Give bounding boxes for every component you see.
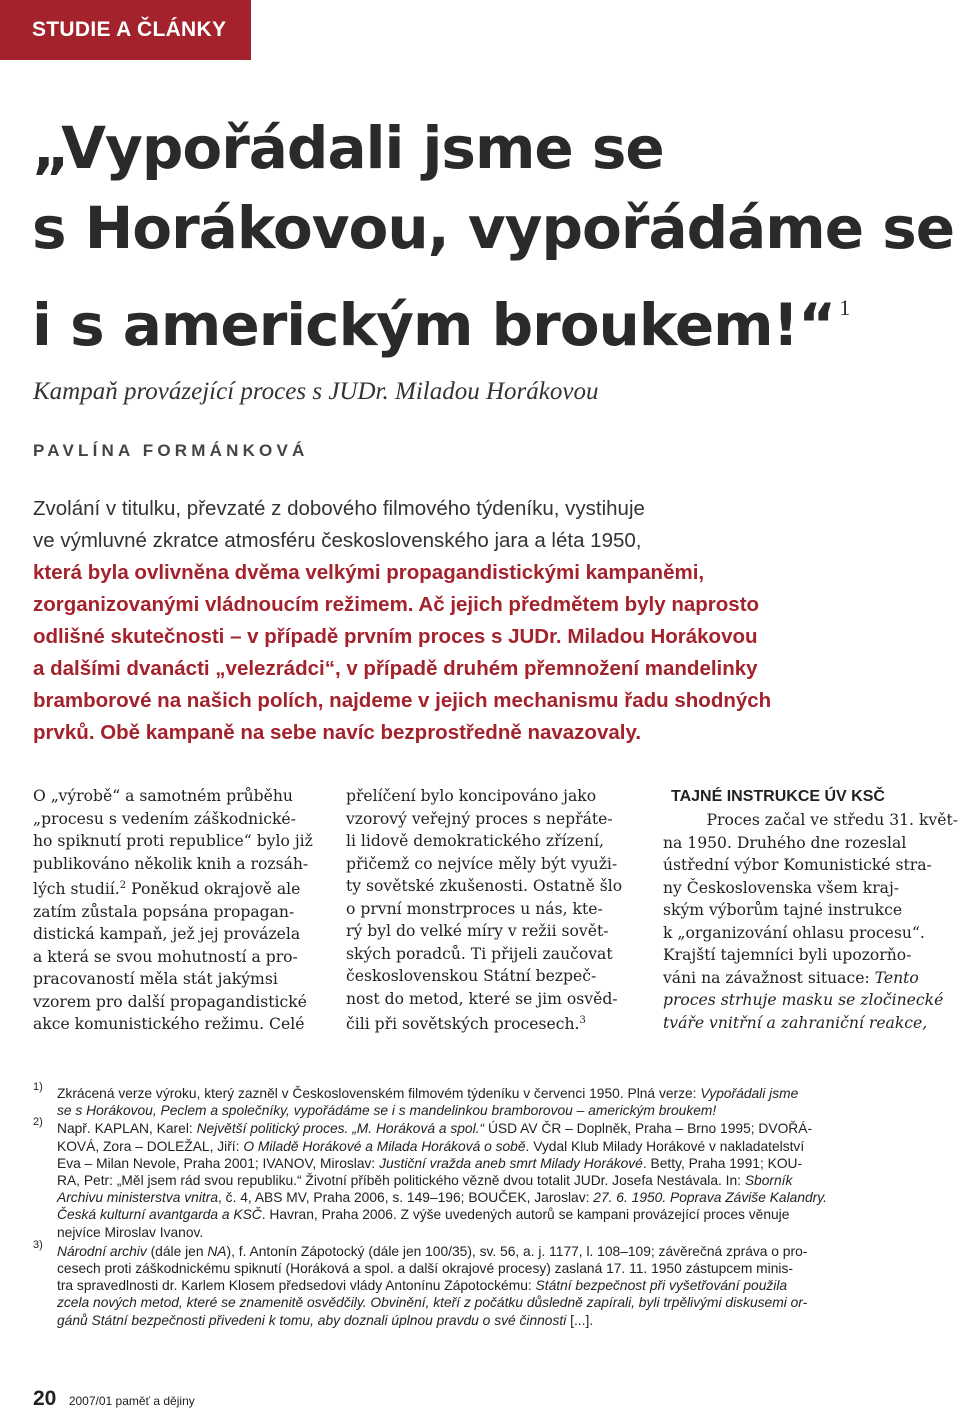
fn-italic: Justiční vražda aneb smrt Milady Horákové: [379, 1155, 643, 1171]
fn-text: Např. KAPLAN, Karel:: [57, 1121, 197, 1137]
col2-line: o první monstrproces u nás, kte-: [346, 899, 603, 918]
footnote-1: [33, 1081, 958, 1119]
fn-text: (dále jen: [146, 1243, 208, 1259]
footnote-ref-2: 2: [119, 880, 127, 891]
col1-line: vzorem pro další propagandistické: [33, 992, 307, 1011]
body-column-3: [663, 785, 958, 1034]
fn-italic: Vypořádali jsme: [700, 1086, 799, 1101]
col1-line: a která se svou mohutností a pro-: [33, 947, 298, 966]
footnote-ref-3: 3: [579, 1015, 586, 1026]
col3-line: ským výborům tajné instrukce: [663, 901, 903, 919]
col1-line: ho spiknutí proti republice“ bylo již: [33, 832, 313, 850]
lead-line: [33, 653, 933, 685]
title-line-1: „Vypořádali jsme se: [32, 114, 664, 182]
page-footer: [33, 1387, 195, 1411]
fn-italic: O Miladě Horákové a Milada Horáková o sobě: [243, 1138, 526, 1154]
col1-line: [33, 875, 331, 901]
col1-line: O „výrobě“ a samotném průběhu: [33, 787, 293, 805]
fn-italic: 27. 6. 1950. Poprava Záviše Kalandry.: [593, 1190, 827, 1206]
fn-text: nejvíce Miroslav Ivanov.: [57, 1224, 204, 1240]
section-heading: TAJNÉ INSTRUKCE ÚV KSČ: [671, 788, 885, 805]
lead-paragraph: [33, 493, 933, 749]
col2-line: nost do metod, které se jim osvěd-: [346, 989, 618, 1008]
col2-line: přičemž co nejvíce měly být využi-: [346, 854, 618, 873]
lead-line: [33, 621, 933, 653]
col3-line: [663, 1012, 958, 1035]
footnote-3: [33, 1238, 958, 1329]
footnote-2: [33, 1116, 958, 1240]
col3-line: k „organizování ohlasu procesu“.: [663, 923, 925, 942]
fn-text: KOVÁ, Zora – DOLEŽAL, Jiří:: [57, 1138, 244, 1154]
article-title: [32, 108, 955, 365]
col3-line: [663, 989, 958, 1012]
fn-text: ÚSD AV ČR – Doplněk, Praha – Brno 1995; DVOŘÁ-: [484, 1121, 813, 1137]
title-line-3-text: i s americkým broukem!“: [32, 291, 836, 359]
col3-text: váni na závažnost situace:: [663, 968, 875, 987]
fn-text: . Vydal Klub Milady Horákové v nakladatelství: [525, 1138, 805, 1154]
lead-line: [33, 525, 933, 557]
fn-text: Zkrácená verze výroku, který zazněl v Československém filmovém týdeníku v červenci 1950. Plná verze:: [57, 1086, 701, 1101]
lead-line: [33, 493, 933, 525]
col3-italic: Tento: [874, 968, 919, 987]
fn-italic: Archivu ministerstva vnitra: [57, 1190, 219, 1206]
col3-italic: proces strhuje masku se zločinecké: [663, 991, 944, 1009]
lead-text: a dalšími dvanácti „velezrádci“, v případě druhém přemnožení mandelinky: [33, 657, 758, 680]
footnotes: [33, 1081, 958, 1329]
article-subtitle: Kampaň provázející proces s JUDr. Miladou Horákovou: [33, 378, 599, 405]
title-line-3: [32, 268, 947, 365]
col1-line: distická kampaň, jež jej provázela: [33, 925, 301, 943]
col3-line: [663, 967, 958, 990]
fn-text: . Betty, Praha 1991; KOU-: [642, 1155, 803, 1171]
col3-line: Proces začal ve středu 31. květ-: [706, 811, 958, 829]
col2-line: ty sovětské zkušenosti. Ostatně šlo: [346, 877, 623, 895]
fn-text: Eva – Milan Nevole, Praha 2001; IVANOV, Miroslav:: [57, 1155, 380, 1171]
col1-line: zatím zůstala popsána propagan-: [33, 902, 295, 921]
lead-text: která byla ovlivněna dvěma velkými propagandistickými kampaněmi,: [33, 561, 705, 584]
title-line-2: s Horákovou, vypořádáme se: [32, 194, 955, 262]
fn-text: [...].: [566, 1312, 594, 1328]
fn-text: RA, Petr: „Měl jsem rád svou republiku.“ Životní příběh politického vězně dvou totalit JUDr. Josefa Nestávala. In:: [57, 1173, 745, 1189]
fn-text: ), f. Antonín Zápotocký (dále jen 100/35), sv. 56, a. j. 1177, l. 108–109; závěrečná zpráva o pro-: [226, 1243, 808, 1259]
col1-line: „procesu s vedením záškodnické-: [33, 809, 296, 828]
body-column-1: [33, 785, 331, 1036]
footnote-number: 1): [33, 1081, 43, 1093]
col2-line: ských poradců. Ti přijeli zaučovat: [346, 944, 613, 963]
col1-line: pracovaností měla stát jakýmsi: [33, 970, 278, 988]
section-label: STUDIE A ČLÁNKY: [0, 0, 251, 60]
fn-text: tra spravedlnosti dr. Karlem Klosem předsedovi vlády Antonínu Zápotockému:: [57, 1278, 536, 1294]
col3-line: ny Československa všem kraj-: [663, 878, 900, 897]
lead-line: [33, 589, 933, 621]
col2-line: rý byl do velké míry v režii sovět-: [346, 922, 609, 940]
lead-text: zorganizovanými vládnoucím režimem. Ač jejich předmětem byly naprosto: [33, 593, 760, 616]
col2-text: čili při sovětských procesech.: [346, 1015, 580, 1033]
fn-italic: Sborník: [744, 1173, 793, 1189]
lead-text: ve výmluvné zkratce atmosféru československého jara a léta 1950,: [33, 529, 642, 552]
fn-text: cesech proti záškodnickému spiknutí (Horáková a spol. a další okrajové procesy) zaslaná 17. 11. 1950 zástupcem minis-: [57, 1261, 793, 1277]
body-column-2: [346, 785, 646, 1036]
col2-line: li lidově demokratického zřízení,: [346, 832, 604, 850]
page-number: 20: [33, 1387, 57, 1410]
col3-line: Krajští tajemníci byli upozorňo-: [663, 946, 912, 964]
col2-line: vzorový veřejný proces s nepřáte-: [346, 809, 613, 828]
title-footnote-ref: 1: [839, 295, 850, 320]
fn-italic: Největší politický proces. „M. Horáková a spol.“: [196, 1121, 485, 1137]
author-name: PAVLÍNA FORMÁNKOVÁ: [33, 441, 309, 460]
fn-text: , č. 4, ABS MV, Praha 2006, s. 149–196; BOUČEK, Jaroslav:: [218, 1190, 594, 1206]
lead-text: prvků. Obě kampaně na sebe navíc bezprostředně navazovaly.: [33, 721, 642, 744]
col2-line: [346, 1010, 646, 1036]
fn-italic: Národní archiv: [57, 1243, 147, 1259]
fn-italic: zcela nových metod, které se znamenitě osvědčily. Obvinění, kteří z počátku důsledně zapírali, byli trpělivými diskusemi or-: [57, 1295, 808, 1311]
lead-line: [33, 717, 933, 749]
fn-text: . Havran, Praha 2006. Z výše uvedených autorů se kampani provázející proces věnuje: [261, 1207, 790, 1223]
col3-line: ústřední výbor Komunistické stra-: [663, 856, 932, 874]
footnote-number: 2): [33, 1116, 43, 1129]
col2-line: československou Státní bezpeč-: [346, 967, 597, 985]
fn-italic: se s Horákovou, Peclem a společníky, vypořádáme se i s mandelinkou bramborovou – americkým broukem!: [57, 1103, 717, 1119]
lead-line: [33, 557, 933, 589]
fn-italic: Státní bezpečnost při vyšetřování použila: [535, 1278, 788, 1294]
col1-text: Poněkud okrajově ale: [126, 880, 301, 898]
col1-text: lých studií.: [33, 880, 120, 898]
lead-line: [33, 685, 933, 717]
fn-italic: Česká kulturní avantgarda a KSČ: [57, 1207, 262, 1223]
col3-line: na 1950. Druhého dne rozeslal: [663, 833, 907, 852]
lead-text: bramborové na našich polích, najdeme v jejich mechanismu řadu shodných: [33, 689, 772, 712]
col1-line: publikováno několik knih a rozsáh-: [33, 854, 309, 873]
col1-line: akce komunistického režimu. Celé: [33, 1015, 305, 1033]
col2-line: přelíčení bylo koncipováno jako: [346, 787, 597, 805]
lead-text: Miladou Horákovou: [567, 625, 758, 648]
magazine-name: 2007/01 paměť a dějiny: [68, 1394, 195, 1408]
lead-text: odlišné skutečnosti – v případě prvním proces s JUDr.: [33, 625, 568, 648]
footnote-number: 3): [33, 1238, 43, 1251]
lead-text: Zvolání v titulku, převzaté z dobového filmového týdeníku, vystihuje: [33, 497, 645, 520]
col3-italic: tváře vnitřní a zahraniční reakce,: [663, 1013, 928, 1032]
fn-italic: NA: [207, 1243, 227, 1259]
fn-italic: gánů Státní bezpečnosti přivedeni k tomu, aby doznali úplnou pravdu o své činnosti: [57, 1312, 567, 1328]
